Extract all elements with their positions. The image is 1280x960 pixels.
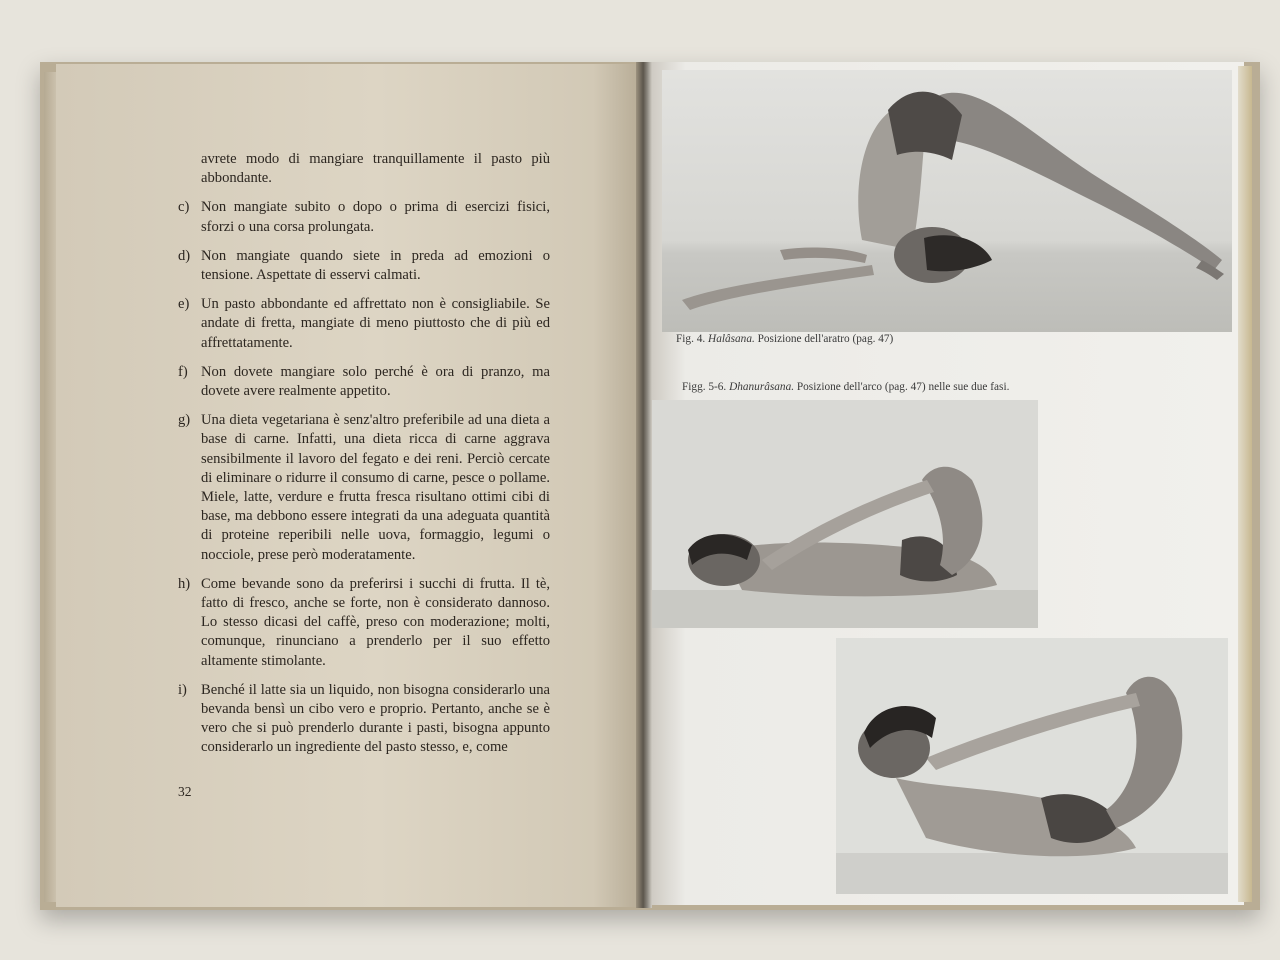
list-item <box>178 575 550 671</box>
list-item <box>178 295 550 353</box>
fig4-pose-name: Halâsana. <box>708 333 755 345</box>
photo-dhanurasana-phase1 <box>652 400 1038 628</box>
book-gutter <box>636 62 652 908</box>
fig56-description: Posizione dell'arco (pag. 47) nelle sue due fasi. <box>796 381 1010 393</box>
item-marker: c) <box>178 199 190 216</box>
photo-halasana <box>662 70 1232 332</box>
item-text: Non mangiate subito o dopo o prima di esercizi fisici, sforzi o una corsa prolungata. <box>201 199 550 235</box>
photo-dhanurasana-phase2 <box>836 638 1228 894</box>
item-text: Benché il latte sia un liquido, non bisogna considerarlo una bevanda bensì un cibo vero e proprio. Pertanto, anche se è vero che si può prenderlo durante i pasti, bisogna appunto considerarlo un ingrediente del pasto stesso, e, come <box>201 681 550 756</box>
fig4-label: Fig. 4. <box>676 333 706 345</box>
dhanurasana-1-photo-graphic <box>652 400 1038 628</box>
item-marker: d) <box>178 247 191 264</box>
item-text: avrete modo di mangiare tranquillamente il pasto più abbondante. <box>201 151 550 187</box>
item-text: Non mangiate quando siete in preda ad emozioni o tensione. Aspettate di esservi calmati. <box>201 247 550 284</box>
list-item <box>178 681 550 758</box>
list-item <box>178 150 550 188</box>
item-text: Un pasto abbondante ed affrettato non è consigliabile. Se andate di fretta, mangiate di meno piuttosto che di più ed affrettatamente. <box>201 296 550 351</box>
item-marker: e) <box>178 296 190 313</box>
item-text: Una dieta vegetariana è senz'altro preferibile ad una dieta a base di carne. Infatti, una dieta ricca di carne aggrava sensibilmente il lavoro del fegato e dei reni. Perciò cercate di eliminare o ridurre il consumo di carne, pesce o pollame. Miele, latte, verdure e frutta fresca risultano ottimi cibi di base, ma debbono essere integrati da una adeguata quantità di proteine reperibili nelle uova, formaggio, legumi o nocciole, prese però moderatamente. <box>201 412 550 563</box>
list-item <box>178 411 550 565</box>
item-marker: h) <box>178 575 191 592</box>
fig56-caption <box>682 381 1009 393</box>
list-item <box>178 247 550 285</box>
item-text: Non dovete mangiare solo perché è ora di pranzo, ma dovete avere realmente appetito. <box>201 363 550 400</box>
fig56-label: Figg. 5-6. <box>682 381 727 393</box>
halasana-photo-graphic <box>662 70 1232 332</box>
dhanurasana-2-photo-graphic <box>836 638 1228 894</box>
item-marker: i) <box>178 681 187 698</box>
list-item <box>178 198 550 236</box>
fig56-pose-name: Dhanurâsana. <box>729 381 795 393</box>
fig4-caption <box>676 333 893 345</box>
fig4-description: Posizione dell'aratro (pag. 47) <box>757 333 894 345</box>
page-number: 32 <box>178 784 192 799</box>
right-page-edges <box>1238 66 1252 902</box>
item-text: Come bevande sono da preferirsi i succhi di frutta. Il tè, fatto di fresco, anche se forte, non è considerato dannoso. Lo stesso dicasi del caffè, preso con moderazione; molti, comunque, rinunciano a prenderlo per il suo effetto altamente stimolante. <box>201 575 550 669</box>
item-marker: g) <box>178 412 191 429</box>
left-page-text <box>178 150 550 768</box>
item-marker: f) <box>178 363 188 380</box>
list-item <box>178 363 550 401</box>
